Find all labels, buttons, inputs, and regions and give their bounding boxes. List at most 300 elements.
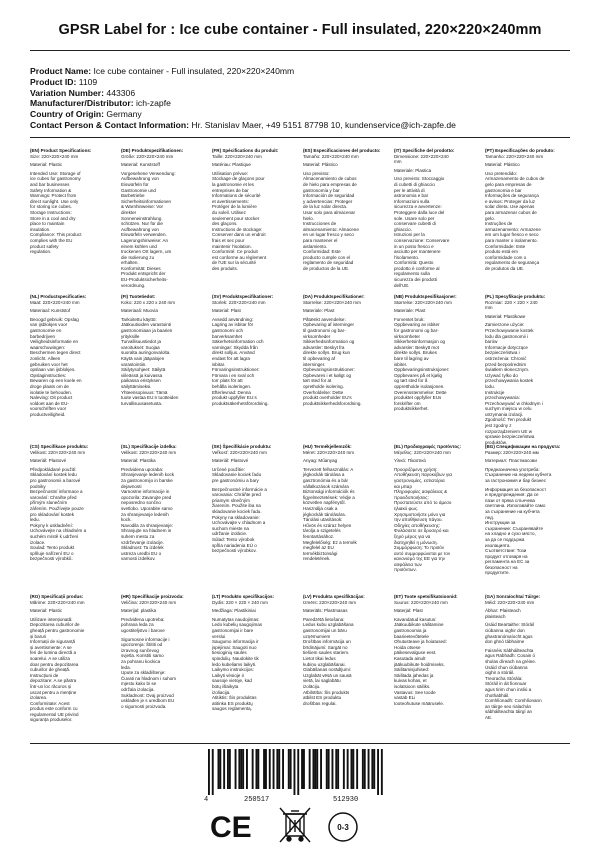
spec-line: plaisteach: [485, 613, 506, 619]
spec-line: paikassa eristyksen: [121, 378, 161, 384]
spec-block: [212, 444, 298, 554]
spec-block: [121, 594, 207, 709]
spec-line: Conformitate: Acest: [30, 700, 70, 706]
spec-line: Säilitamisjuhised:: [394, 667, 430, 673]
spec-line: sábháilteachta táirgí an: [485, 709, 533, 715]
spec-line: spindulių. Naudokite tik: [212, 655, 259, 661]
spec-line: на хладно и сухо място,: [485, 531, 536, 537]
spec-line: Πληροφορίες ασφάλειας &: [394, 489, 448, 495]
spec-line: Soulad: Tento produkt: [30, 545, 75, 551]
spec-line: Materijal: plastika: [121, 608, 157, 614]
spec-line: gelo.: [485, 215, 495, 221]
spec-line: Stockage de glaçons pour: [212, 176, 265, 182]
spec-line: til opbevaring af: [303, 355, 336, 361]
spec-line: suchom mieste na: [212, 525, 249, 531]
barcode-bar: [373, 749, 375, 789]
spec-line: przechowywania kostek: [485, 378, 534, 384]
spec-line: in un posto fresco e: [394, 243, 434, 249]
spec-line: izolāciju.: [303, 683, 321, 689]
spec-line: за гастрономия и бар бизнес: [485, 477, 546, 483]
spec-line: doar pentru depozitarea: [30, 661, 79, 667]
spec-line: sausoje vietoje, kad: [212, 678, 252, 684]
spec-line: don ghnó tábhairne: [485, 639, 525, 645]
barcode-digits-mid: 250517: [244, 796, 270, 804]
spec-line: producto cumple con el: [303, 254, 351, 260]
spec-line: Konformität: Dieses: [121, 265, 161, 271]
spec-line: og tørt sted for å: [394, 378, 428, 384]
spec-line: Conformité: Ce produit: [212, 249, 258, 255]
spec-line: produkt uppfyller EU:s: [212, 395, 257, 401]
spec-line: Gastronomie und: [121, 187, 156, 193]
spec-line: opozorila: Zavarujte pred: [121, 494, 172, 500]
spec-line: regolamento sulla: [394, 271, 430, 277]
spec-line: dell'UE.: [394, 282, 410, 288]
spec-line: para mantener el: [303, 237, 338, 243]
spec-line: gastronomia e bar: [485, 187, 522, 193]
spec-line: Tamanho: 220×220×240 mm: [485, 153, 544, 159]
spec-line: maintenir l'isolation.: [212, 243, 252, 249]
barcode-bar: [368, 749, 370, 789]
barcode-bar: [332, 749, 334, 789]
barcode-bar: [352, 749, 354, 789]
spec-line: isolatsioon säiliks.: [394, 683, 431, 689]
spec-line: cuburilor de gheață.: [30, 667, 71, 673]
spec-line: Lagerungshinweise: An: [121, 237, 169, 243]
barcode-digit-left: 4: [204, 796, 209, 804]
spec-line: Jääkuutioiden varastointi: [121, 322, 172, 328]
spec-line: Paredzētā lietošana:: [303, 616, 345, 622]
spec-line: jégkockák tárolására.: [303, 511, 346, 517]
spec-line: Čuvati na hladnom i suhom: [121, 675, 177, 681]
spec-line: Oppbevares på et kjølig: [394, 372, 443, 378]
spec-line: uzņēmumiem: [303, 633, 331, 639]
svg-text:0-3: 0-3: [337, 823, 349, 832]
spec-line: Sonneneinstrahlung: [121, 215, 162, 221]
svg-text:CE: CE: [210, 811, 252, 844]
spec-line: tuote vastaa EU:n tuotteiden: [121, 395, 179, 401]
spec-line: feri de lumina directă a: [30, 650, 76, 656]
spec-line: gastronoomia ja: [394, 627, 427, 633]
spec-line: podniky: [30, 483, 46, 489]
spec-block: [485, 594, 571, 720]
barcode-digits-right: 512930: [333, 796, 359, 804]
spec-line: o sigurnosti proizvoda.: [121, 703, 167, 709]
spec-block: [121, 148, 207, 288]
spec-line: direkt solljus. Använd: [212, 350, 255, 356]
spec-line: Předpokládané použití:: [30, 466, 77, 472]
spec-line: Predvidena uporaba:: [121, 466, 164, 472]
spec-line: ghiaccio.: [394, 226, 412, 232]
spec-heading: (SL) Specifikacije izdelka:: [121, 444, 177, 449]
compliance-marks: [0, 806, 600, 846]
spec-line: Størrelse: 220×220×240 mm: [303, 299, 361, 305]
spec-line: Maat: 220×220×240 mm: [30, 299, 80, 305]
spec-line: Velikost: 220×220×240 mm: [121, 449, 177, 455]
spec-heading: (RO) Specificații produs:: [30, 594, 84, 599]
spec-line: splňuje nařízení EU o: [30, 550, 74, 556]
spec-line: Dimensione: 220×220×240: [394, 153, 449, 159]
spec-line: Numatytas naudojimas:: [212, 616, 260, 622]
spec-line: ηλιακό φως.: [394, 505, 419, 511]
spec-line: isbitar.: [212, 361, 226, 367]
spec-heading: (ES) Especificaciones del producto:: [303, 148, 381, 153]
barcode-bar: [364, 749, 366, 789]
barcode-bar: [263, 749, 265, 789]
barcode-bar: [320, 749, 322, 789]
spec-line: tiesioginių saulės: [212, 650, 247, 656]
ce-mark-icon: [210, 811, 252, 844]
barcode-bar: [343, 749, 345, 789]
spec-heading: (NB) Produktspesifikasjoner:: [394, 294, 457, 299]
spec-line: opprettholde isolasjonen.: [394, 383, 445, 389]
spec-line: per le attività di: [394, 187, 425, 193]
spec-line: Hoida otsese: [394, 644, 421, 650]
barcode-bar: [265, 749, 267, 789]
spec-line: съхранение: Съхранявайте: [485, 525, 544, 531]
spec-heading: (BG) Спецификации на продукта:: [485, 444, 561, 449]
spec-line: įspėjimai: Saugoti nuo: [212, 644, 257, 650]
spec-line: Úsáid chun ciúbanna: [485, 664, 528, 670]
spec-block: [394, 594, 480, 706]
spec-line: siguranța produselor.: [30, 717, 73, 723]
spec-line: gheață pentru gastronomie: [30, 627, 85, 633]
weee-bin-icon: [280, 808, 310, 842]
spec-line: Lietot tikai ledus: [303, 655, 336, 661]
spec-line: van ijsblokjes voor: [30, 322, 68, 328]
spec-line: droge plaats om de: [30, 383, 69, 389]
spec-line: Инструкции за: [485, 520, 516, 526]
spec-line: продукт отговаря на: [485, 553, 528, 559]
spec-line: Drošības informācija un: [303, 639, 351, 645]
spec-line: EU-Produktsicherheits-: [121, 277, 168, 283]
spec-line: Uso previsto:: [303, 170, 330, 176]
spec-line: Sikkerhetsinformasjon og: [394, 339, 446, 345]
spec-line: Tamaño: 220×220×240 mm: [303, 153, 359, 159]
spec-line: Depozitarea cuburilor de: [30, 622, 80, 628]
spec-line: Saugumo informacija ir: [212, 639, 259, 645]
barcode-bar: [347, 749, 349, 789]
spec-line: suoralta auringonvalolta.: [121, 350, 171, 356]
barcode-bar: [328, 749, 330, 789]
spec-line: para manter o isolamento.: [485, 237, 538, 243]
barcode-bar: [218, 749, 220, 789]
spec-line: em um lugar fresco e seco: [485, 232, 539, 238]
spec-line: Ohutusteave ja hoiatused:: [394, 639, 447, 645]
spec-line: Yhteensopivuus: Tämä: [121, 389, 168, 395]
spec-line: Koko: 220 x 220 x 240 mm: [121, 299, 176, 305]
spec-block: [485, 294, 571, 445]
spec-line: endast för att lagra: [212, 355, 250, 361]
spec-line: και μπαρ: [394, 483, 413, 489]
spec-line: des produits.: [212, 265, 239, 271]
barcode-bar: [335, 749, 337, 789]
barcode-bar: [303, 749, 305, 789]
spec-line: produktsikkerhet.: [394, 406, 429, 412]
spec-line: Store in a cool and dry: [30, 215, 76, 221]
spec-line: zářením. Používejte pouze: [30, 505, 84, 511]
spec-line: & Warnhinweise: Vor: [121, 204, 164, 210]
spec-line: Skladovanie kociek ľadu: [212, 472, 262, 478]
spec-block: [30, 444, 116, 562]
spec-line: Warnings: Protect from: [30, 193, 77, 199]
barcode-bar: [229, 749, 231, 789]
spec-line: изолацията.: [485, 542, 511, 548]
spec-line: regulation.: [30, 249, 52, 255]
barcode-bar: [257, 749, 259, 789]
spec-line: usklađen je s uredbom EU: [121, 698, 175, 704]
spec-line: Hűvös és száraz helyen: [303, 522, 352, 528]
spec-line: dejavnosti: [121, 483, 142, 489]
spec-block: [485, 148, 571, 271]
spec-heading: (SK) Špecifikácie produktu:: [212, 444, 272, 449]
spec-heading: (PT) Especificações do produto:: [485, 148, 555, 153]
product-meta: [30, 66, 575, 131]
barcode-bar: [282, 749, 284, 789]
spec-line: barów: [485, 339, 498, 345]
spec-line: suchém místě k udržení: [30, 533, 79, 539]
spec-line: Sigurnosne informacije i: [121, 636, 170, 642]
spec-line: para armazenar cubos de: [485, 209, 537, 215]
spec-line: y advertencias: Proteger: [303, 198, 353, 204]
spec-line: kubiņu uzglabāšanai.: [303, 661, 346, 667]
spec-line: Rozmiar: 220 × 220 × 240: [485, 299, 538, 305]
spec-heading: (GA) Sonraíochtaí Táirge:: [485, 594, 541, 599]
spec-line: produktet oppfyller EUs: [394, 395, 442, 401]
barcode-bar: [238, 749, 240, 789]
spec-line: almacenamiento: Almacene: [303, 226, 359, 232]
spec-line: την αποθήκευση πάγου.: [394, 517, 443, 523]
spec-line: przed bezpośrednim: [485, 361, 527, 367]
spec-line: ciúbanna oighir don: [485, 627, 525, 633]
spec-line: an táirge seo rialachán: [485, 703, 532, 709]
spec-block: [303, 594, 389, 706]
spec-block: [30, 294, 116, 417]
spec-line: Anyag: Műanyag: [303, 458, 338, 464]
spec-line: fenntartásához.: [303, 533, 335, 539]
spec-line: Ábhar: Plaisteach: [485, 608, 521, 614]
spec-line: forskrifter om: [394, 400, 421, 406]
spec-line: Informations de sécurité: [212, 193, 261, 199]
spec-line: Safety Information &: [30, 187, 72, 193]
spec-line: Tervezett felhasználás: A: [303, 466, 354, 472]
spec-line: gastronomía y bar: [303, 187, 340, 193]
spec-line: reglamento de seguridad: [303, 260, 354, 266]
spec-line: baarieetevõtetele: [394, 633, 429, 639]
spec-line: ledu.: [30, 517, 40, 523]
spec-line: direkte sollys. Brukes: [394, 350, 437, 356]
spec-line: gastronomiaan ja baarien: [121, 327, 173, 333]
spec-line: Συμμόρφωση: Το προϊόν: [394, 545, 445, 551]
spec-heading: (IT) Specifiche del prodotto:: [394, 148, 455, 153]
spec-line: isterninger.: [303, 361, 326, 367]
spec-line: l'isolamento.: [394, 254, 420, 260]
barcode-bar: [337, 749, 339, 789]
spec-line: voldoet aan de EU-: [30, 400, 69, 406]
spec-line: Shranjujte na hladnem in: [121, 528, 172, 534]
spec-line: și baruri: [30, 633, 47, 639]
spec-line: yrityksille: [121, 333, 140, 339]
spec-heading: (EN) Product Specifications:: [30, 148, 92, 153]
spec-line: de hielo para empresas de: [303, 181, 357, 187]
spec-line: complies with the EU: [30, 237, 73, 243]
spec-line: einem kühlen und: [121, 243, 157, 249]
spec-line: κανονισμό της ΕΕ για την: [394, 556, 446, 562]
spec-line: vietā, lai saglabātu: [303, 678, 341, 684]
spec-line: ασφάλεια των: [394, 561, 422, 567]
spec-line: Sukladnost: Ovaj proizvod: [121, 692, 174, 698]
spec-line: gastronomi och: [212, 327, 244, 333]
spec-line: varování: Chraňte před: [30, 494, 77, 500]
spec-line: tørt sted for at: [303, 378, 332, 384]
spec-heading: (DE) Produktspezifikationen:: [121, 148, 184, 153]
spec-line: vállalkozások számára: [303, 483, 349, 489]
spec-line: izravnog sunčevog: [121, 647, 159, 653]
spec-line: produto está em: [485, 249, 518, 255]
spec-line: Určené použitie:: [212, 466, 245, 472]
spec-block: [212, 148, 298, 271]
spec-line: za pohranu kockica: [121, 658, 161, 664]
spec-line: Υλικό: Πλαστικό: [394, 458, 427, 464]
spec-line: Storlek: 220×220×240 mm: [212, 299, 266, 305]
spec-line: Instrucțiuni de: [30, 672, 59, 678]
spec-line: Materiāls: Plastmasas: [303, 608, 348, 614]
spec-line: torr plats för att: [212, 378, 243, 384]
spec-line: Utilisation prévue:: [212, 170, 249, 176]
spec-line: Størrelse: 220×220×240 mm: [394, 299, 452, 305]
spec-line: Käytä vain jääpalojen: [121, 355, 165, 361]
spec-line: schützen. Nur für die: [121, 221, 163, 227]
spec-line: jégkockák tárolása a: [303, 472, 345, 478]
spec-line: Usar solo para almacenar: [303, 209, 356, 215]
spec-block: [303, 148, 389, 271]
spec-line: Materiale: Plast: [394, 308, 426, 314]
spec-block: [303, 444, 389, 562]
spec-line: Beoogd gebruik: Opslag: [30, 316, 79, 322]
spec-line: gebruiken voor het: [30, 361, 68, 367]
spec-line: Sikkerhedsinformation og: [303, 339, 355, 345]
spec-line: регламента на ЕС за: [485, 559, 530, 565]
spec-heading: (LT) Produkto specifikacijos:: [212, 594, 275, 599]
spec-line: лед.: [485, 514, 494, 520]
barcode-bar: [223, 749, 225, 789]
spec-line: пази от пряка слънчева: [485, 497, 535, 503]
spec-line: Aufbewahrung von: [121, 176, 159, 182]
spec-line: Skladování kostek ledu: [30, 472, 77, 478]
spec-line: Varnostne informacije in: [121, 489, 170, 495]
spec-line: figyelmeztetések: Védje a: [303, 494, 355, 500]
spec-line: varastointiin.: [121, 361, 147, 367]
spec-line: bezpečnosti výrobků.: [30, 556, 73, 562]
spec-line: produkt overholder EU's: [303, 395, 352, 401]
barcode-bar: [377, 749, 379, 795]
spec-line: uscat pentru a menține: [30, 689, 77, 695]
spec-line: udržanie izolácie.: [212, 531, 248, 537]
spec-line: Veiligheidsinformatie en: [30, 339, 79, 345]
spec-line: waarschuwingen:: [30, 344, 66, 350]
spec-line: Materiál: Plastové: [212, 458, 249, 464]
spec-line: regulamento de segurança: [485, 260, 540, 266]
spec-line: et avertissements:: [212, 198, 249, 204]
spec-line: isbiter.: [394, 361, 408, 367]
spec-line: depozitare: A se păstra: [30, 678, 77, 684]
spec-line: Uchovávejte na chladném a: [30, 528, 87, 534]
spec-line: светлина. Използвайте само: [485, 503, 546, 509]
spec-line: leda.: [121, 664, 131, 670]
spec-line: Méid: 220×220×240 mm: [485, 599, 535, 605]
spec-heading: (DA) Produktspecifikationer:: [303, 294, 365, 299]
spec-line: Mărime: 220×220×240 mm: [30, 599, 85, 605]
spec-line: προειδοποιήσεις:: [394, 494, 429, 500]
spec-heading: (PL) Specyfikacje produktu:: [485, 294, 546, 299]
spec-line: atitinka ES produktų: [212, 700, 253, 706]
spec-line: Förvaringsinstruktioner:: [212, 367, 260, 373]
spec-line: trockenen Ort lagern, um: [121, 249, 172, 255]
spec-line: voorschriften voor: [30, 406, 67, 412]
spec-line: varnosti izdelkov.: [121, 556, 156, 562]
spec-line: conformidade com o: [485, 254, 527, 260]
spec-line: virksomheter: [394, 333, 421, 339]
spec-line: διατηρηθεί η μόνωση.: [394, 539, 438, 545]
spec-line: Påtænkt anvendelse:: [303, 316, 346, 322]
spec-line: Laikymo instrukcijos:: [212, 667, 254, 673]
spec-line: til gastronomi og bar-: [303, 327, 346, 333]
spec-line: gastronomie en: [30, 327, 62, 333]
spec-line: Uso previsto: Stoccaggio: [394, 176, 445, 182]
spec-line: Atbilstība: Šis produkts: [303, 689, 350, 695]
spec-line: jääkuubikute hoidmiseks.: [394, 661, 445, 667]
manufacturer-row: Manufacturer/Distributor: ich-zapfe: [30, 98, 171, 109]
spec-line: izolace.: [30, 539, 46, 545]
spec-line: Eiswürfeln verwenden.: [121, 232, 167, 238]
spec-line: mm: [394, 159, 402, 165]
spec-line: Informații de siguranță: [30, 639, 75, 645]
barcode-bar: [381, 749, 383, 795]
spec-line: product safety: [30, 243, 59, 249]
spec-line: Instruções de: [485, 221, 513, 227]
spec-line: Съхранение на ледени кубчета: [485, 472, 552, 478]
spec-line: kock.: [121, 517, 132, 523]
spec-line: agus tirim chun insliú a: [485, 686, 532, 692]
spec-line: προϊόντων.: [394, 567, 417, 573]
barcode-bar: [313, 749, 315, 789]
spec-line: Avsedd användning:: [212, 316, 254, 322]
spec-line: Storage Instructions:: [30, 209, 72, 215]
spec-line: Información de seguridad: [303, 193, 355, 199]
meta-divider: [30, 137, 570, 138]
spec-line: atbilst ES produktu: [303, 695, 342, 701]
spec-line: for gastronomi og bar-: [394, 327, 439, 333]
spec-line: tiešiem saules stariem.: [303, 650, 350, 656]
product-name-row: Product Name: Ice cube container - Full insulated, 220×220×240mm: [30, 66, 295, 76]
spec-line: Velikost: 220×220×240 mm: [30, 449, 86, 455]
spec-line: termékbiztonsági: [303, 550, 338, 556]
spec-line: Skladnost: Ta izdelek: [121, 545, 164, 551]
spec-line: productveiligheid.: [30, 411, 66, 417]
spec-line: turvallisuusasetusta.: [121, 400, 163, 406]
spec-line: varningar: Skydda från: [212, 344, 258, 350]
spec-line: Materiál: Plastové: [30, 458, 67, 464]
barcode-bar: [297, 749, 299, 795]
spec-line: erhalten.: [121, 260, 139, 266]
spec-block: [303, 294, 389, 406]
spec-line: Laikyti vėsioje ir: [212, 672, 245, 678]
spec-line: Material: Plástico: [485, 162, 520, 168]
spec-line: de la luz solar directa.: [303, 204, 348, 210]
spec-line: conservare cubetti di: [394, 221, 436, 227]
spec-line: Uchovávajte v chladnom a: [212, 520, 266, 526]
spec-line: światłem słonecznym.: [485, 367, 530, 373]
spec-line: produktów.: [485, 439, 507, 445]
